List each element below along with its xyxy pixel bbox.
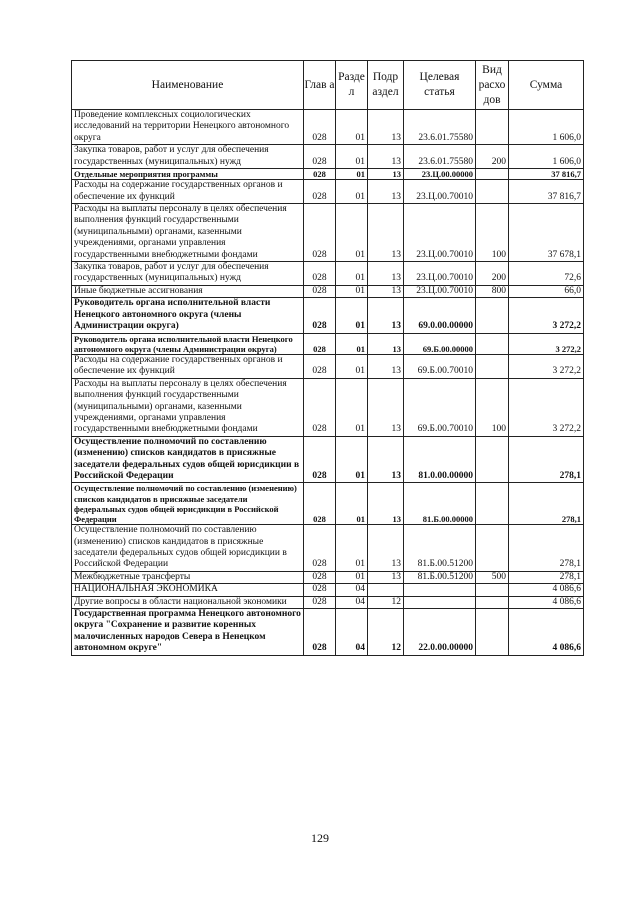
header-glava: Глав а [304, 61, 336, 110]
row-podrazdel: 13 [368, 285, 404, 297]
row-summa: 37 816,7 [509, 169, 584, 180]
row-vid [476, 596, 509, 608]
row-vid: 200 [476, 145, 509, 169]
table-row [72, 145, 584, 169]
row-podrazdel: 13 [368, 333, 404, 354]
row-summa: 72,6 [509, 262, 584, 286]
row-razdel: 01 [336, 378, 368, 436]
row-vid [476, 584, 509, 596]
row-razdel: 01 [336, 145, 368, 169]
row-glava: 028 [304, 354, 336, 378]
row-vid: 200 [476, 262, 509, 286]
table-row [72, 204, 584, 262]
row-razdel: 01 [336, 169, 368, 180]
row-razdel: 01 [336, 110, 368, 145]
header-vid-rashodov: Вид расхо дов [476, 61, 509, 110]
row-vid [476, 525, 509, 572]
table-row [72, 609, 584, 656]
row-glava: 028 [304, 298, 336, 333]
row-razdel: 01 [336, 180, 368, 204]
row-podrazdel: 13 [368, 298, 404, 333]
row-vid [476, 483, 509, 525]
row-glava: 028 [304, 378, 336, 436]
header-razdel: Разде л [336, 61, 368, 110]
row-podrazdel: 13 [368, 483, 404, 525]
row-razdel: 01 [336, 298, 368, 333]
row-razdel: 01 [336, 262, 368, 286]
row-celevaya: 23.Ц.00.70010 [404, 180, 476, 204]
row-summa: 37 816,7 [509, 180, 584, 204]
row-name: Другие вопросы в области национальной экономики [72, 596, 304, 608]
budget-table [71, 60, 584, 656]
row-celevaya [404, 596, 476, 608]
row-celevaya: 69.Б.00.00000 [404, 333, 476, 354]
row-name: Закупка товаров, работ и услуг для обеспечения государственных (муниципальных) нужд [72, 145, 304, 169]
row-podrazdel: 13 [368, 180, 404, 204]
row-podrazdel: 12 [368, 609, 404, 656]
row-name: Расходы на выплаты персоналу в целях обеспечения выполнения функций государственными (муниципальными) органами, казенными учреждениями, органами управления государственными внебюджетными фондами [72, 204, 304, 262]
row-celevaya: 81.Б.00.00000 [404, 483, 476, 525]
row-summa: 278,1 [509, 571, 584, 583]
row-podrazdel: 13 [368, 110, 404, 145]
row-vid: 800 [476, 285, 509, 297]
row-name: Иные бюджетные ассигнования [72, 285, 304, 297]
row-glava: 028 [304, 436, 336, 483]
row-podrazdel: 13 [368, 571, 404, 583]
row-glava: 028 [304, 571, 336, 583]
row-celevaya: 69.Б.00.70010 [404, 378, 476, 436]
row-celevaya: 81.0.00.00000 [404, 436, 476, 483]
row-vid: 500 [476, 571, 509, 583]
table-row [72, 333, 584, 354]
row-summa: 4 086,6 [509, 584, 584, 596]
row-razdel: 01 [336, 333, 368, 354]
page-number: 129 [311, 831, 329, 845]
row-glava: 028 [304, 525, 336, 572]
row-glava: 028 [304, 110, 336, 145]
row-name: Руководитель органа исполнительной власти Ненецкого автономного округа (члены Администрации округа) [72, 298, 304, 333]
row-vid [476, 333, 509, 354]
row-vid [476, 609, 509, 656]
row-celevaya [404, 584, 476, 596]
row-razdel: 04 [336, 596, 368, 608]
row-celevaya: 23.6.01.75580 [404, 145, 476, 169]
row-name: Осуществление полномочий по составлению (изменению) списков кандидатов в присяжные заседатели федеральных судов общей юрисдикции в Российской Федерации [72, 525, 304, 572]
row-name: Осуществление полномочий по составлению (изменению) списков кандидатов в присяжные заседатели федеральных судов общей юрисдикции в Российской Федерации [72, 436, 304, 483]
row-podrazdel: 13 [368, 169, 404, 180]
row-glava: 028 [304, 483, 336, 525]
table-row [72, 354, 584, 378]
row-podrazdel: 13 [368, 262, 404, 286]
row-glava: 028 [304, 609, 336, 656]
row-summa: 1 606,0 [509, 145, 584, 169]
row-vid: 100 [476, 378, 509, 436]
row-summa: 4 086,6 [509, 596, 584, 608]
row-vid: 100 [476, 204, 509, 262]
row-vid [476, 110, 509, 145]
row-celevaya: 23.Ц.00.70010 [404, 204, 476, 262]
row-summa: 37 678,1 [509, 204, 584, 262]
header-summa: Сумма [509, 61, 584, 110]
row-podrazdel: 13 [368, 378, 404, 436]
table-row [72, 169, 584, 180]
row-celevaya: 23.Ц.00.00000 [404, 169, 476, 180]
row-celevaya: 22.0.00.00000 [404, 609, 476, 656]
header-name: Наименование [72, 61, 304, 110]
row-celevaya: 81.Б.00.51200 [404, 525, 476, 572]
row-summa: 3 272,2 [509, 378, 584, 436]
row-summa: 66,0 [509, 285, 584, 297]
table-row [72, 571, 584, 583]
row-celevaya: 69.0.00.00000 [404, 298, 476, 333]
row-vid [476, 180, 509, 204]
row-summa: 3 272,2 [509, 298, 584, 333]
row-name: Межбюджетные трансферты [72, 571, 304, 583]
row-summa: 278,1 [509, 483, 584, 525]
header-celevaya-statya: Целевая статья [404, 61, 476, 110]
row-name: НАЦИОНАЛЬНАЯ ЭКОНОМИКА [72, 584, 304, 596]
table-row [72, 436, 584, 483]
row-glava: 028 [304, 204, 336, 262]
row-vid [476, 436, 509, 483]
row-razdel: 01 [336, 354, 368, 378]
row-podrazdel [368, 584, 404, 596]
row-name: Закупка товаров, работ и услуг для обеспечения государственных (муниципальных) нужд [72, 262, 304, 286]
row-vid [476, 169, 509, 180]
row-podrazdel: 12 [368, 596, 404, 608]
row-name: Руководитель органа исполнительной власти Ненецкого автономного округа (члены Администрации округа) [72, 333, 304, 354]
row-name: Расходы на содержание государственных органов и обеспечение их функций [72, 180, 304, 204]
row-celevaya: 81.Б.00.51200 [404, 571, 476, 583]
table-row [72, 525, 584, 572]
row-glava: 028 [304, 596, 336, 608]
row-summa: 3 272,2 [509, 354, 584, 378]
row-summa: 278,1 [509, 436, 584, 483]
row-razdel: 01 [336, 483, 368, 525]
row-glava: 028 [304, 584, 336, 596]
row-celevaya: 69.Б.00.70010 [404, 354, 476, 378]
row-glava: 028 [304, 169, 336, 180]
table-row [72, 584, 584, 596]
row-podrazdel: 13 [368, 525, 404, 572]
header-podrazdel: Подр аздел [368, 61, 404, 110]
header-row [72, 61, 584, 110]
row-podrazdel: 13 [368, 436, 404, 483]
row-name: Осуществление полномочий по составлению (изменению) списков кандидатов в присяжные заседатели федеральных судов общей юрисдикции в Российской Федерации [72, 483, 304, 525]
row-razdel: 01 [336, 571, 368, 583]
row-name: Государственная программа Ненецкого автономного округа "Сохранение и развитие коренных малочисленных народов Севера в Ненецком автономном округе" [72, 609, 304, 656]
table-row [72, 483, 584, 525]
table-row [72, 285, 584, 297]
row-razdel: 04 [336, 609, 368, 656]
row-razdel: 01 [336, 525, 368, 572]
table-row [72, 378, 584, 436]
row-glava: 028 [304, 333, 336, 354]
row-podrazdel: 13 [368, 204, 404, 262]
row-celevaya: 23.Ц.00.70010 [404, 285, 476, 297]
row-razdel: 01 [336, 436, 368, 483]
row-podrazdel: 13 [368, 145, 404, 169]
row-glava: 028 [304, 285, 336, 297]
row-summa: 4 086,6 [509, 609, 584, 656]
row-summa: 1 606,0 [509, 110, 584, 145]
row-celevaya: 23.6.01.75580 [404, 110, 476, 145]
table-row [72, 596, 584, 608]
row-summa: 3 272,2 [509, 333, 584, 354]
row-celevaya: 23.Ц.00.70010 [404, 262, 476, 286]
table-row [72, 262, 584, 286]
table-row [72, 180, 584, 204]
table-row [72, 110, 584, 145]
row-razdel: 01 [336, 285, 368, 297]
table-row [72, 298, 584, 333]
row-name: Проведение комплексных социологических исследований на территории Ненецкого автономного округа [72, 110, 304, 145]
row-name: Отдельные мероприятия программы [72, 169, 304, 180]
row-podrazdel: 13 [368, 354, 404, 378]
row-name: Расходы на содержание государственных органов и обеспечение их функций [72, 354, 304, 378]
row-glava: 028 [304, 180, 336, 204]
row-razdel: 01 [336, 204, 368, 262]
row-razdel: 04 [336, 584, 368, 596]
row-glava: 028 [304, 262, 336, 286]
row-vid [476, 354, 509, 378]
row-vid [476, 298, 509, 333]
row-summa: 278,1 [509, 525, 584, 572]
row-name: Расходы на выплаты персоналу в целях обеспечения выполнения функций государственными (муниципальными) органами, казенными учреждениями, органами управления государственными внебюджетными фондами [72, 378, 304, 436]
row-glava: 028 [304, 145, 336, 169]
